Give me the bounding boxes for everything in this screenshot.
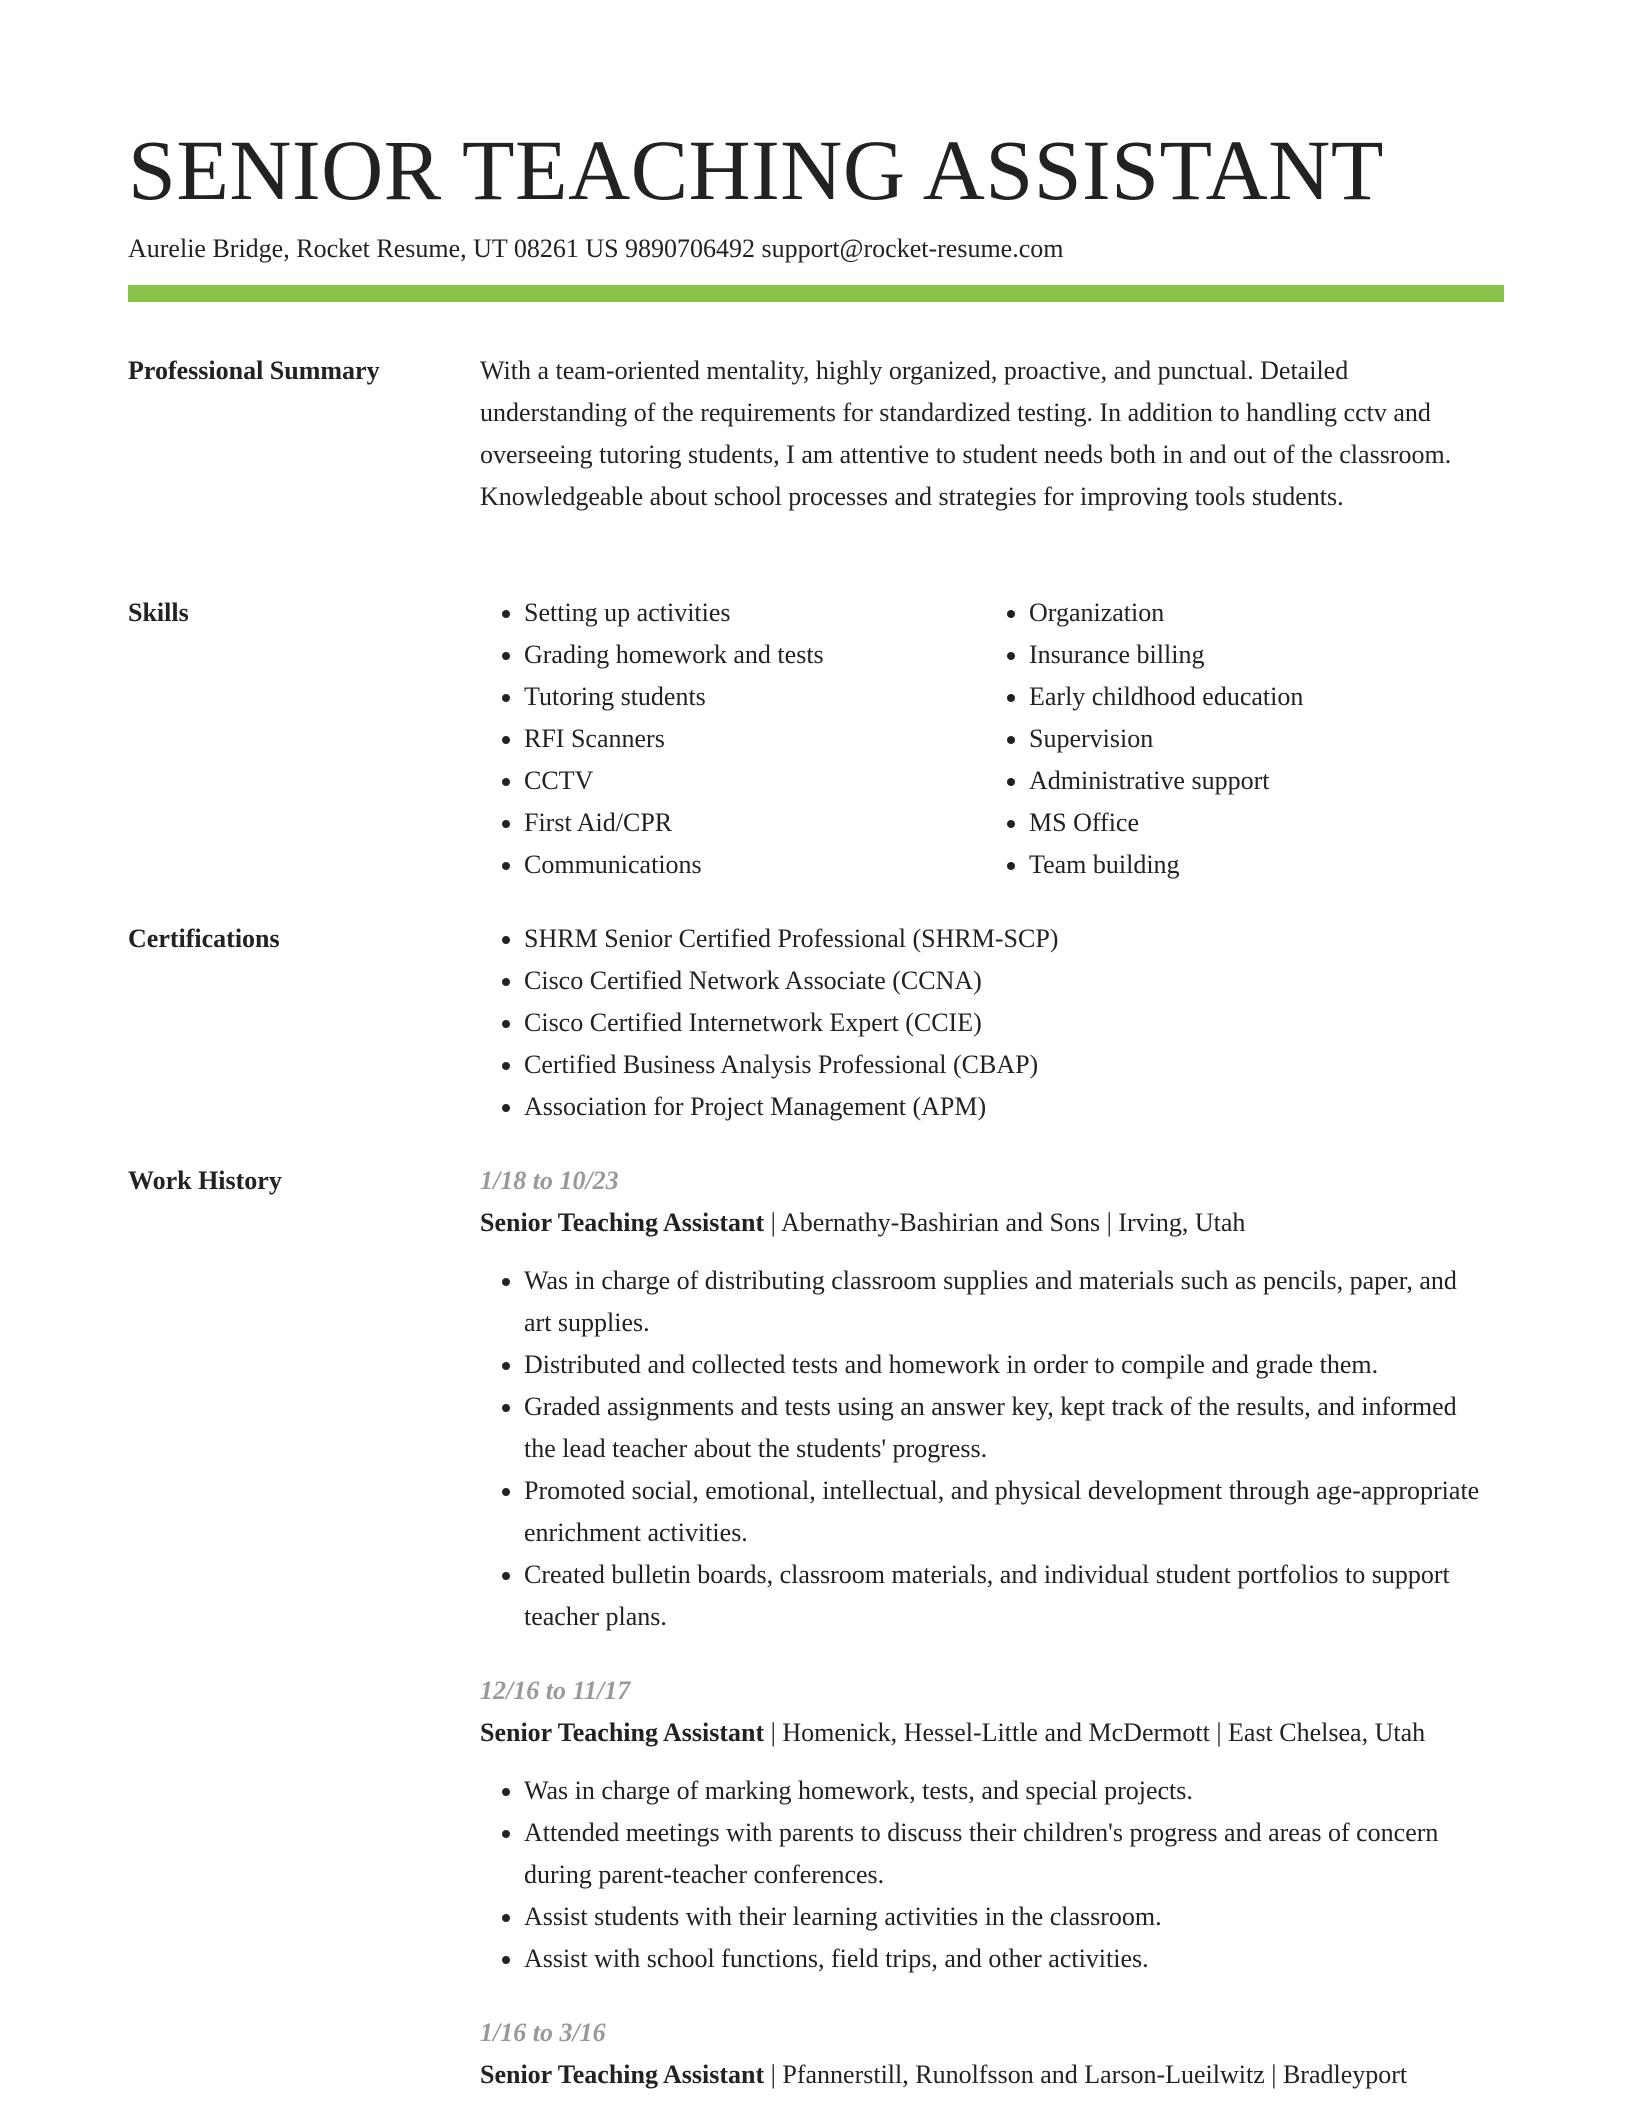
- certification-item: • SHRM Senior Certified Professional (SHRM-SCP): [524, 918, 1490, 960]
- job-details: | Pfannerstill, Runolfsson and Larson-Lueilwitz | Bradleyport: [764, 2060, 1408, 2089]
- skill-item: • Tutoring students: [524, 676, 985, 718]
- skills-body: [480, 592, 1490, 886]
- summary-text: With a team-oriented mentality, highly organized, proactive, and punctual. Detailed understanding of the requirements for standardized testing. In addition to handling cctv and overseeing tutoring students, I am attentive to student needs both in and out of the classroom. Knowledgeable about school processes and strategies for improving tools students.: [480, 356, 1452, 511]
- job-heading: [480, 1712, 1490, 1754]
- job-bullet: • Graded assignments and tests using an answer key, kept track of the results, and informed the lead teacher about the students' progress.: [524, 1386, 1490, 1470]
- skill-item: • Administrative support: [1029, 760, 1490, 802]
- certification-item: • Cisco Certified Internetwork Expert (CCIE): [524, 1002, 1490, 1044]
- certification-item: • Association for Project Management (APM): [524, 1086, 1490, 1128]
- job-dates: 1/18 to 10/23: [480, 1166, 619, 1195]
- job-role: Senior Teaching Assistant: [480, 2060, 765, 2089]
- skill-item: • Grading homework and tests: [524, 634, 985, 676]
- work-history-label: Work History: [128, 1166, 282, 1195]
- summary-body: [480, 350, 1490, 518]
- accent-divider: [128, 285, 1504, 302]
- skill-item: • Communications: [524, 844, 985, 886]
- skills-list-left: [480, 592, 985, 886]
- job-bullet: • Attended meetings with parents to discuss their children's progress and areas of concern during parent-teacher conferences.: [524, 1812, 1490, 1896]
- job-details: | Homenick, Hessel-Little and McDermott | East Chelsea, Utah: [764, 1718, 1426, 1747]
- certification-item: • Certified Business Analysis Professional (CBAP): [524, 1044, 1490, 1086]
- job-bullet: • Created bulletin boards, classroom materials, and individual student portfolios to support teacher plans.: [524, 1554, 1490, 1638]
- job-bullet: • Distributed and collected tests and homework in order to compile and grade them.: [524, 1344, 1490, 1386]
- skills-list-right: [985, 592, 1490, 886]
- skill-item: • Insurance billing: [1029, 634, 1490, 676]
- skill-item: • First Aid/CPR: [524, 802, 985, 844]
- job-bullet: • Was in charge of distributing classroom supplies and materials such as pencils, paper, and art supplies.: [524, 1260, 1490, 1344]
- job-entry: [480, 1670, 1490, 1980]
- work-history-body: [480, 1160, 1490, 2128]
- skill-item: • Supervision: [1029, 718, 1490, 760]
- skill-item: • Early childhood education: [1029, 676, 1490, 718]
- contact-line: Aurelie Bridge, Rocket Resume, UT 08261 US 9890706492 support@rocket-resume.com: [128, 234, 1064, 263]
- certifications-list: [480, 918, 1490, 1128]
- skill-item: • CCTV: [524, 760, 985, 802]
- job-dates: 12/16 to 11/17: [480, 1676, 631, 1705]
- resume-title: SENIOR TEACHING ASSISTANT: [128, 122, 1384, 218]
- job-role: Senior Teaching Assistant: [480, 1718, 765, 1747]
- job-bullets: [480, 1260, 1490, 1638]
- job-bullet: • Assist students with their learning activities in the classroom.: [524, 1896, 1490, 1938]
- skill-item: • MS Office: [1029, 802, 1490, 844]
- job-heading: [480, 1202, 1490, 1244]
- job-role: Senior Teaching Assistant: [480, 1208, 765, 1237]
- job-entry: [480, 1160, 1490, 1638]
- job-heading: [480, 2054, 1490, 2096]
- summary-label: Professional Summary: [128, 356, 380, 385]
- job-bullet: • Was in charge of marking homework, tests, and special projects.: [524, 1770, 1490, 1812]
- job-dates: 1/16 to 3/16: [480, 2018, 606, 2047]
- skills-label: Skills: [128, 598, 189, 627]
- job-bullets: [480, 1770, 1490, 1980]
- skill-item: • Team building: [1029, 844, 1490, 886]
- job-details: | Abernathy-Bashirian and Sons | Irving, Utah: [764, 1208, 1246, 1237]
- job-entry: [480, 2012, 1490, 2096]
- certifications-label: Certifications: [128, 924, 280, 953]
- certification-item: • Cisco Certified Network Associate (CCNA): [524, 960, 1490, 1002]
- job-bullet: • Promoted social, emotional, intellectual, and physical development through age-appropriate enrichment activities.: [524, 1470, 1490, 1554]
- skill-item: • Organization: [1029, 592, 1490, 634]
- job-bullet: • Assist with school functions, field trips, and other activities.: [524, 1938, 1490, 1980]
- skill-item: • RFI Scanners: [524, 718, 985, 760]
- certifications-body: [480, 918, 1490, 1128]
- skill-item: • Setting up activities: [524, 592, 985, 634]
